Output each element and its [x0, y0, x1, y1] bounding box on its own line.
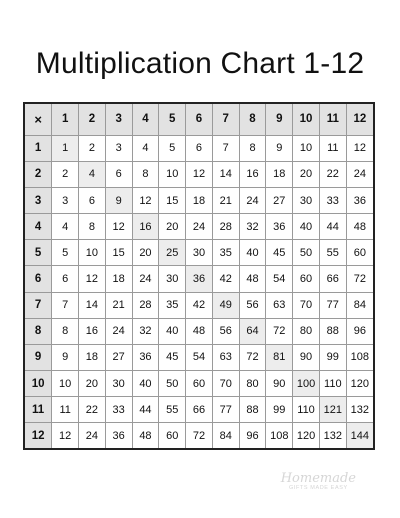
product-cell: 12 — [79, 266, 106, 292]
product-cell: 99 — [266, 397, 293, 423]
product-cell: 48 — [186, 318, 213, 344]
product-cell: 32 — [239, 214, 266, 240]
product-cell: 6 — [105, 161, 132, 187]
product-cell: 72 — [266, 318, 293, 344]
product-cell: 24 — [239, 187, 266, 213]
product-cell: 11 — [52, 397, 79, 423]
product-cell: 48 — [346, 214, 373, 240]
product-cell: 10 — [293, 135, 320, 161]
product-cell: 6 — [79, 187, 106, 213]
product-cell: 24 — [105, 318, 132, 344]
product-cell: 80 — [239, 370, 266, 396]
product-cell: 10 — [52, 370, 79, 396]
product-cell: 12 — [52, 423, 79, 448]
product-cell: 8 — [52, 318, 79, 344]
product-cell: 44 — [132, 397, 159, 423]
product-cell: 54 — [266, 266, 293, 292]
product-cell: 1 — [52, 135, 79, 161]
watermark-main-text: Homemade — [280, 471, 356, 486]
product-cell: 54 — [186, 344, 213, 370]
product-cell: 132 — [346, 397, 373, 423]
product-cell: 6 — [52, 266, 79, 292]
product-cell: 90 — [266, 370, 293, 396]
table-row — [25, 135, 373, 161]
product-cell: 72 — [346, 266, 373, 292]
product-cell: 110 — [319, 370, 346, 396]
multiplication-table — [25, 104, 373, 448]
product-cell: 8 — [132, 161, 159, 187]
column-header-6: 6 — [186, 104, 213, 135]
product-cell: 5 — [52, 240, 79, 266]
product-cell: 42 — [186, 292, 213, 318]
product-cell: 60 — [159, 423, 186, 448]
product-cell: 16 — [132, 214, 159, 240]
product-cell: 35 — [212, 240, 239, 266]
product-cell: 66 — [186, 397, 213, 423]
product-cell: 36 — [186, 266, 213, 292]
table-row — [25, 161, 373, 187]
column-header-7: 7 — [212, 104, 239, 135]
column-header-1: 1 — [52, 104, 79, 135]
product-cell: 12 — [346, 135, 373, 161]
product-cell: 2 — [79, 135, 106, 161]
product-cell: 77 — [319, 292, 346, 318]
product-cell: 96 — [346, 318, 373, 344]
column-header-8: 8 — [239, 104, 266, 135]
product-cell: 3 — [105, 135, 132, 161]
product-cell: 56 — [212, 318, 239, 344]
product-cell: 100 — [293, 370, 320, 396]
product-cell: 50 — [293, 240, 320, 266]
product-cell: 24 — [186, 214, 213, 240]
product-cell: 3 — [52, 187, 79, 213]
product-cell: 24 — [132, 266, 159, 292]
page-title: Multiplication Chart 1-12 — [35, 47, 365, 80]
product-cell: 63 — [212, 344, 239, 370]
product-cell: 2 — [52, 161, 79, 187]
row-header-7: 7 — [25, 292, 52, 318]
product-cell: 7 — [212, 135, 239, 161]
product-cell: 8 — [239, 135, 266, 161]
product-cell: 144 — [346, 423, 373, 448]
product-cell: 50 — [159, 370, 186, 396]
product-cell: 10 — [79, 240, 106, 266]
product-cell: 28 — [212, 214, 239, 240]
homemade-watermark-logo — [281, 472, 356, 492]
product-cell: 28 — [132, 292, 159, 318]
multiplication-chart — [23, 102, 375, 450]
product-cell: 14 — [79, 292, 106, 318]
product-cell: 36 — [266, 214, 293, 240]
column-header-11: 11 — [319, 104, 346, 135]
column-header-12: 12 — [346, 104, 373, 135]
product-cell: 44 — [319, 214, 346, 240]
product-cell: 16 — [79, 318, 106, 344]
product-cell: 5 — [159, 135, 186, 161]
product-cell: 72 — [239, 344, 266, 370]
product-cell: 24 — [79, 423, 106, 448]
product-cell: 70 — [212, 370, 239, 396]
watermark-sub-text: GIFTS MADE EASY — [288, 485, 348, 491]
product-cell: 48 — [132, 423, 159, 448]
product-cell: 42 — [212, 266, 239, 292]
product-cell: 55 — [159, 397, 186, 423]
product-cell: 32 — [132, 318, 159, 344]
product-cell: 20 — [132, 240, 159, 266]
product-cell: 40 — [132, 370, 159, 396]
product-cell: 25 — [159, 240, 186, 266]
column-header-3: 3 — [105, 104, 132, 135]
product-cell: 60 — [293, 266, 320, 292]
product-cell: 22 — [79, 397, 106, 423]
product-cell: 40 — [159, 318, 186, 344]
product-cell: 63 — [266, 292, 293, 318]
row-header-4: 4 — [25, 214, 52, 240]
product-cell: 36 — [105, 423, 132, 448]
product-cell: 4 — [52, 214, 79, 240]
product-cell: 15 — [159, 187, 186, 213]
row-header-11: 11 — [25, 397, 52, 423]
product-cell: 36 — [346, 187, 373, 213]
product-cell: 36 — [132, 344, 159, 370]
column-header-10: 10 — [293, 104, 320, 135]
table-row — [25, 187, 373, 213]
product-cell: 88 — [239, 397, 266, 423]
product-cell: 48 — [239, 266, 266, 292]
product-cell: 21 — [212, 187, 239, 213]
column-header-5: 5 — [159, 104, 186, 135]
product-cell: 64 — [239, 318, 266, 344]
table-row — [25, 397, 373, 423]
product-cell: 20 — [79, 370, 106, 396]
product-cell: 24 — [346, 161, 373, 187]
product-cell: 18 — [186, 187, 213, 213]
row-header-5: 5 — [25, 240, 52, 266]
product-cell: 49 — [212, 292, 239, 318]
product-cell: 35 — [159, 292, 186, 318]
product-cell: 18 — [105, 266, 132, 292]
product-cell: 96 — [239, 423, 266, 448]
product-cell: 20 — [159, 214, 186, 240]
product-cell: 16 — [239, 161, 266, 187]
row-header-3: 3 — [25, 187, 52, 213]
product-cell: 70 — [293, 292, 320, 318]
product-cell: 120 — [346, 370, 373, 396]
column-header-2: 2 — [79, 104, 106, 135]
product-cell: 40 — [293, 214, 320, 240]
product-cell: 80 — [293, 318, 320, 344]
product-cell: 7 — [52, 292, 79, 318]
product-cell: 4 — [132, 135, 159, 161]
product-cell: 120 — [293, 423, 320, 448]
table-row — [25, 240, 373, 266]
product-cell: 30 — [293, 187, 320, 213]
product-cell: 22 — [319, 161, 346, 187]
product-cell: 12 — [186, 161, 213, 187]
product-cell: 10 — [159, 161, 186, 187]
product-cell: 121 — [319, 397, 346, 423]
table-row — [25, 214, 373, 240]
product-cell: 88 — [319, 318, 346, 344]
table-row — [25, 423, 373, 448]
product-cell: 40 — [239, 240, 266, 266]
product-cell: 108 — [266, 423, 293, 448]
product-cell: 6 — [186, 135, 213, 161]
product-cell: 4 — [79, 161, 106, 187]
product-cell: 55 — [319, 240, 346, 266]
row-header-12: 12 — [25, 423, 52, 448]
row-header-10: 10 — [25, 370, 52, 396]
product-cell: 108 — [346, 344, 373, 370]
row-header-2: 2 — [25, 161, 52, 187]
table-row — [25, 292, 373, 318]
product-cell: 77 — [212, 397, 239, 423]
product-cell: 12 — [132, 187, 159, 213]
product-cell: 110 — [293, 397, 320, 423]
product-cell: 21 — [105, 292, 132, 318]
row-header-9: 9 — [25, 344, 52, 370]
product-cell: 33 — [105, 397, 132, 423]
product-cell: 56 — [239, 292, 266, 318]
column-header-9: 9 — [266, 104, 293, 135]
row-header-1: 1 — [25, 135, 52, 161]
product-cell: 18 — [266, 161, 293, 187]
header-row — [25, 104, 373, 135]
product-cell: 20 — [293, 161, 320, 187]
product-cell: 15 — [105, 240, 132, 266]
product-cell: 8 — [79, 214, 106, 240]
product-cell: 45 — [159, 344, 186, 370]
product-cell: 132 — [319, 423, 346, 448]
column-header-4: 4 — [132, 104, 159, 135]
product-cell: 9 — [105, 187, 132, 213]
product-cell: 27 — [105, 344, 132, 370]
table-row — [25, 318, 373, 344]
row-header-6: 6 — [25, 266, 52, 292]
table-row — [25, 370, 373, 396]
product-cell: 9 — [266, 135, 293, 161]
product-cell: 14 — [212, 161, 239, 187]
product-cell: 27 — [266, 187, 293, 213]
product-cell: 72 — [186, 423, 213, 448]
product-cell: 30 — [159, 266, 186, 292]
product-cell: 33 — [319, 187, 346, 213]
product-cell: 60 — [186, 370, 213, 396]
product-cell: 66 — [319, 266, 346, 292]
product-cell: 30 — [105, 370, 132, 396]
product-cell: 30 — [186, 240, 213, 266]
product-cell: 99 — [319, 344, 346, 370]
product-cell: 81 — [266, 344, 293, 370]
product-cell: 84 — [346, 292, 373, 318]
product-cell: 90 — [293, 344, 320, 370]
product-cell: 84 — [212, 423, 239, 448]
product-cell: 11 — [319, 135, 346, 161]
row-header-8: 8 — [25, 318, 52, 344]
corner-times-symbol: × — [25, 104, 52, 135]
product-cell: 9 — [52, 344, 79, 370]
table-row — [25, 266, 373, 292]
product-cell: 18 — [79, 344, 106, 370]
table-row — [25, 344, 373, 370]
product-cell: 45 — [266, 240, 293, 266]
product-cell: 60 — [346, 240, 373, 266]
product-cell: 12 — [105, 214, 132, 240]
